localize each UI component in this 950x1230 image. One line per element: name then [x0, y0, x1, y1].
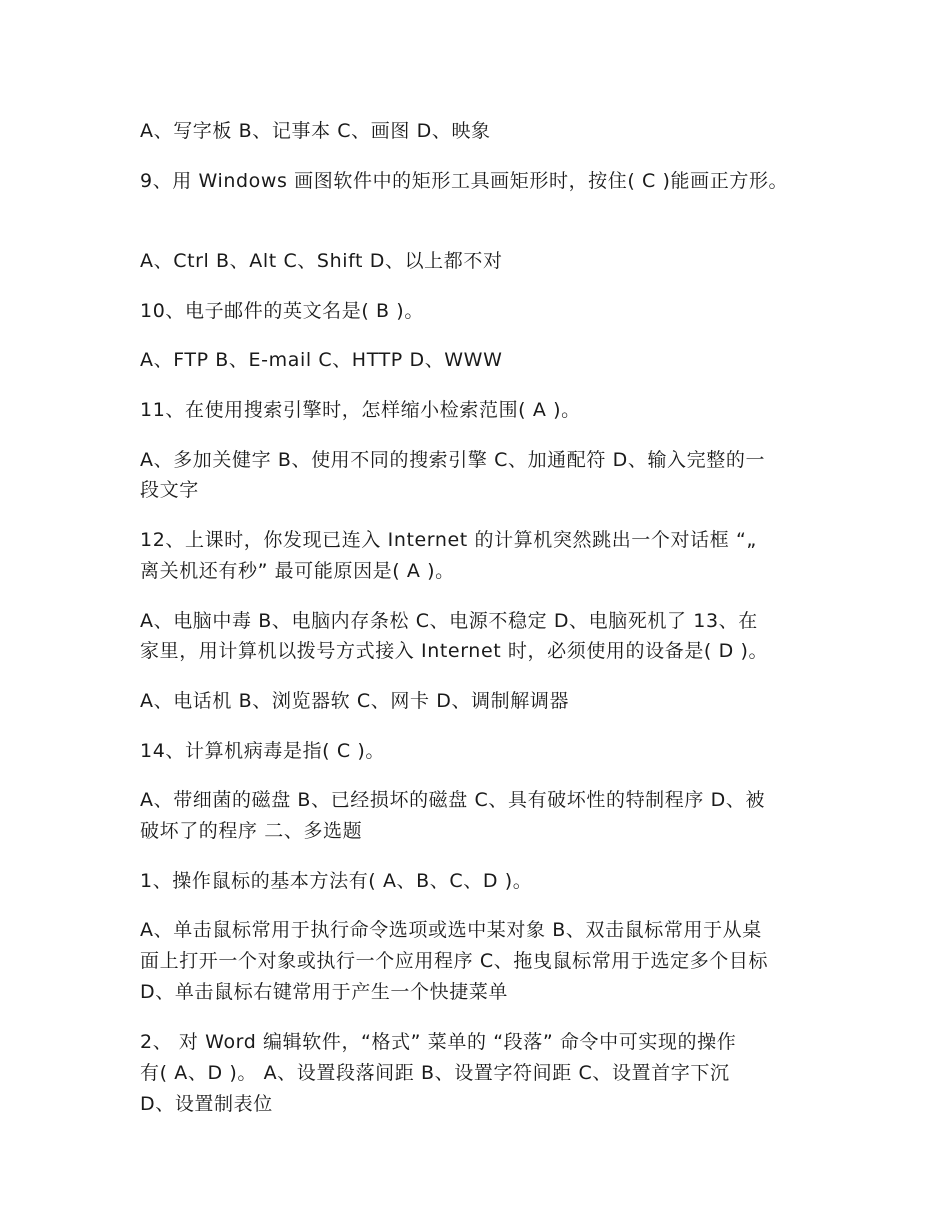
- mc-question-1: 1、操作鼠标的基本方法有( A、B、C、D )。: [140, 870, 533, 892]
- mc-option-line-1-cont: 面上打开一个对象或执行一个应用程序 C、拖曳鼠标常用于选定多个目标: [140, 950, 769, 972]
- mc-option-line-1: A、单击鼠标常用于执行命令选项或选中某对象 B、双击鼠标常用于从桌: [140, 919, 762, 941]
- section-heading-multiple-choice: 破坏了的程序 二、多选题: [140, 820, 363, 842]
- mc-option-line-1-end: D、单击鼠标右键常用于产生一个快捷菜单: [140, 981, 509, 1003]
- option-line-q9: A、Ctrl B、Alt C、Shift D、以上都不对: [140, 250, 503, 272]
- option-line-q8: A、写字板 B、记事本 C、画图 D、映象: [140, 120, 491, 142]
- option-line-q10: A、FTP B、E-mail C、HTTP D、WWW: [140, 349, 503, 371]
- option-line-q11: A、多加关健字 B、使用不同的搜索引擎 C、加通配符 D、输入完整的一: [140, 449, 766, 471]
- question-11: 11、在使用搜索引擎时，怎样缩小检索范围( A )。: [140, 399, 581, 421]
- question-9: 9、用 Windows 画图软件中的矩形工具画矩形时，按住( C )能画正方形。: [140, 170, 789, 192]
- question-12-cont: 离关机还有秒” 最可能原因是( A )。: [140, 560, 455, 582]
- option-line-q12: A、电脑中毒 B、电脑内存条松 C、电源不稳定 D、电脑死机了 13、在: [140, 610, 758, 632]
- question-10: 10、电子邮件的英文名是( B )。: [140, 300, 424, 322]
- option-line-q14: A、带细菌的磁盘 B、已经损坏的磁盘 C、具有破坏性的特制程序 D、被: [140, 789, 766, 811]
- mc-question-2-options: 有( A、D )。 A、设置段落间距 B、设置字符间距 C、设置首字下沉: [140, 1062, 730, 1084]
- option-line-q11-cont: 段文字: [140, 479, 199, 501]
- mc-question-2: 2、 对 Word 编辑软件，“格式” 菜单的 “段落” 命令中可实现的操作: [140, 1031, 737, 1053]
- option-line-q13: A、电话机 B、浏览器软 C、网卡 D、调制解调器: [140, 690, 570, 712]
- question-13-cont: 家里，用计算机以拨号方式接入 Internet 时，必须使用的设备是( D )。: [140, 640, 769, 662]
- mc-question-2-option-d: D、设置制表位: [140, 1093, 273, 1115]
- question-12: 12、上课时，你发现已连入 Internet 的计算机突然跳出一个对话框 “„: [140, 529, 757, 551]
- question-14: 14、计算机病毒是指( C )。: [140, 740, 385, 762]
